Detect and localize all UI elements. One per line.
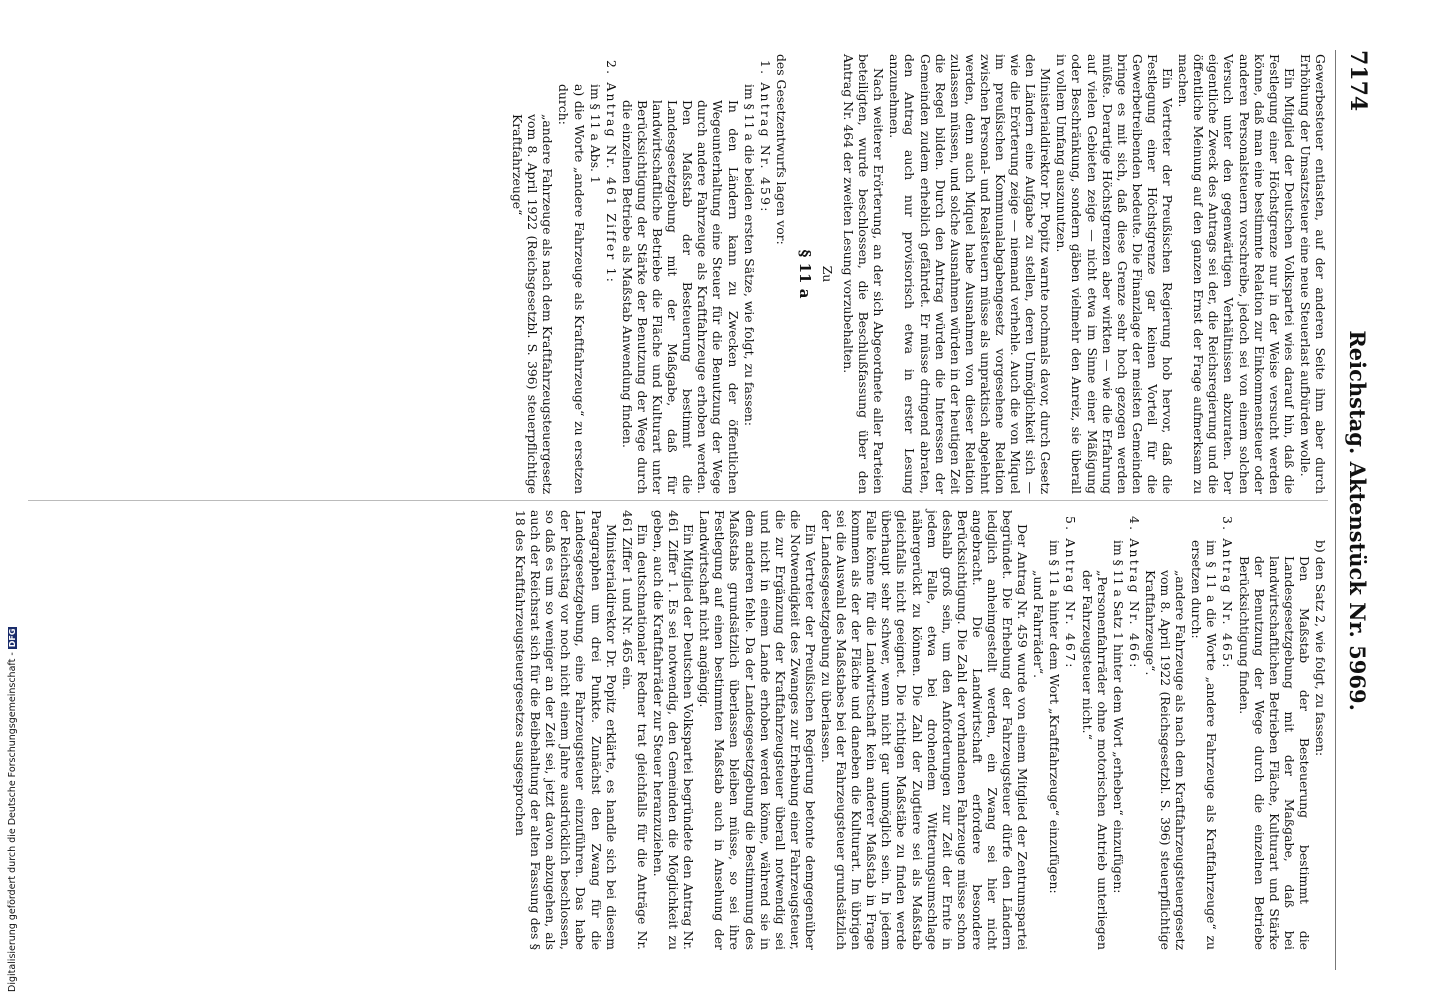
motion-quote: „andere Fahrzeuge als nach dem Kraftfahrzeugsteuergesetz vom 8. April 1922 (Reichsgesetzbl. S. 396) steuerpflichtige Kraftfahrzeuge“ (510, 114, 556, 494)
section-intro: des Gesetzentwurfs lagen vor: (773, 54, 789, 245)
motion-quote: „andere Fahrzeuge als nach dem Kraftfahrzeugsteuergesetz vom 8. April 1922 (Reichsgesetzbl. S. 396) steuerpflichtige Kraftfahrzeuge“. (1142, 570, 1189, 950)
section-heading: § 11 a (795, 249, 814, 299)
paragraph: Gewerbesteuer entlasten, auf der anderen Seite ihm aber durch Erhöhung der Umsatzsteuer eine neue Steuerlast aufbürden wolle. (1297, 54, 1328, 494)
paragraph: Ein Mitglied der Deutschen Volkspartei wies darauf hin, daß die Festlegung einer Höchstgrenze nur in der Weise versucht werden könne, daß man eine bestimmte Relation zur Einkommensteuer oder anderen Personalsteuern vorschreibe, jedoch sei von einem solchen Versuch unter den gegenwärtigen Verhältnissen abzuraten. Der eigentliche Zweck des Antrags sei der, die Reichsregierung und die öffentliche Meinung auf den ganzen Ernst der Frage aufmerksam zu machen. (1176, 54, 1297, 494)
paragraph: Ein Vertreter der Preußischen Regierung hob hervor, daß die Festlegung einer Höchstgrenze gar keinen Vorteil für die Gewerbetreibenden bedeute. Die Finanzlage der meisten Gemeinden bringe es mit sich, daß diese Grenze sehr hoch gezogen werden müßte. Derartige Höchstgrenzen aber wirkten — wie die Erfahrung auf vielen Gebieten zeige — nicht etwa im Sinne einer Mäßigung oder Beschränkung, sondern gäben vielmehr den Anreiz, sie überall in vollem Umfang auszunutzen. (1054, 54, 1176, 494)
paragraph: Ein Mitglied der Deutschen Volkspartei begründete den Antrag Nr. 461 Ziffer 1. Es sei notwendig, den Gemeinden die Möglichkeit zu geben, auch die Kraftfahrräder zur Steuer heranzuziehen. (650, 510, 697, 950)
motion-text: im § 11 a Satz 1 hinter dem Wort „erheben“ einzufügen: (1110, 540, 1126, 894)
page-header (1336, 50, 1380, 970)
motion-label: 3. Antrag Nr. 465: (1220, 516, 1236, 670)
motion-quote: Den Maßstab der Besteuerung bestimmt die Landesgesetzgebung mit der Maßgabe, daß bei landwirtschaftlichen Betrieben Fläche, Kulturart und Stärke der Benutzung der Wege durch die einzelnen Betriebe Berücksichtigung finden. (1236, 556, 1312, 950)
motion-label: 2. Antrag Nr. 461 Ziffer 1: (603, 60, 619, 285)
motion-text: im § 11 a hinter dem Wort „Kraftfahrzeuge“ einzufügen: (1047, 540, 1063, 894)
motion-sub: b) den Satz 2, wie folgt, zu fassen: (1313, 540, 1328, 757)
motion-label: 1. Antrag Nr. 459: (757, 60, 773, 214)
right-column (512, 510, 1328, 950)
rotated-document (20, 0, 1380, 1000)
motion-text: im § 11 a Abs. 1 (587, 84, 603, 184)
page-number: 7174 (1345, 50, 1371, 112)
digitization-credit-strip: Digitalisierung gefördert durch die Deutsche Forschungsgemeinschaft -DFG (0, 0, 22, 1000)
motion-quote: „und Fahrräder“. (1031, 570, 1047, 679)
motion-text: im § 11 a die Worte „andere Fahrzeuge als Kraftfahrzeuge“ zu ersetzen durch: (1189, 540, 1220, 950)
left-column (509, 54, 1328, 494)
paragraph: Nach weiterer Erörterung, an der sich Abgeordnete aller Parteien beteiligten, wurde beschlossen, die Beschlußfassung über den Antrag Nr. 464 der zweiten Lesung vorzubehalten. (841, 54, 887, 494)
motion-label: 4. Antrag Nr. 466: (1126, 516, 1142, 670)
dfg-logo: DFG (8, 628, 17, 648)
motion-quote: In den Ländern kann zu Zwecken der öffentlichen Wegeunterhaltung eine Steuer für die Benutzung der Wege durch andere Fahrzeuge als Kraftfahrzeuge erhoben werden. Den Maßstab der Besteuerung bestimmt die Landesgesetzgebung mit der Maßgabe, daß für landwirtschaftliche Betriebe die Fläche und Kulturart unter Berücksichtigung der Stärke der Benutzung der Wege durch die einzelnen Betriebe als Maßstab Anwendung finden. (619, 100, 741, 494)
motion-text: im § 11 a die beiden ersten Sätze, wie folgt, zu fassen: (741, 84, 757, 427)
section-zu: Zu (820, 265, 835, 283)
motion-sub: a) die Worte „andere Fahrzeuge als Kraftfahrzeuge“ zu ersetzen durch: (556, 84, 587, 494)
motion-quote: „Personenfahrräder ohne motorischen Antrieb unterliegen der Fahrzeugsteuer nicht.“ (1079, 570, 1110, 950)
page-title: Reichstag. Aktenstück Nr. 5969. (1345, 330, 1371, 711)
header-rule (1335, 50, 1336, 970)
paragraph: Der Antrag Nr. 459 wurde von einem Mitglied der Zentrumspartei begründet. Die Erhebung der Fahrzeugsteuer dürfe den Ländern lediglich anheimgestellt werden, ein Zwang sei hier nicht angebracht. Die Landwirtschaft erfordere besondere Berücksichtigung. Die Zahl der vorhandenen Fahrzeuge müsse schon deshalb groß sein, um den Anforderungen zur Zeit der Ernte in jedem Falle, etwa bei drohendem Witterungsumschlage nähergerückt zu können. Die Zahl der Zugtiere sei als Maßstab gleichfalls nicht geeignet. Die richtigen Maßstäbe zu finden werde überhaupt sehr schwer, wenn nicht gar unmöglich sein. In jedem Falle könne für die Landwirtschaft kein anderer Maßstab in Frage kommen als der der Fläche und daneben die Kulturart. Im übrigen sei die Auswahl des Maßstabes bei der Fahrzeugsteuer grundsätzlich der Landesgesetzgebung zu überlassen. (819, 510, 1031, 950)
paragraph: Ein Vertreter der Preußischen Regierung betonte demgegenüber die Notwendigkeit des Zwanges zur Erhebung einer Fahrzeugsteuer, die zur Ergänzung der Kraftfahrzeugsteuer überall notwendig sei und nicht in einem Lande erhoben werden könne, während sie in dem anderen fehle. Da der Landesgesetzgebung die Bestimmung des Maßstabs grundsätzlich überlassen bleiben müsse, so sei ihre Festlegung auf einen bestimmten Maßstab auch in Ansehung der Landwirtschaft nicht angängig. (697, 510, 818, 950)
paragraph: Ministerialdirektor Dr. Popitz erklärte, es handle sich bei diesem Paragraphen um drei Punkte. Zunächst den Zwang für die Landesgesetzgebung, eine Fahrzeugsteuer einzuführen. Das habe der Reichstag vor noch nicht einem Jahre ausdrücklich beschlossen, so daß es um so weniger an der Zeit sei, jetzt davon abzugehen, als auch der Reichsrat sich für die Beibehaltung der alten Fassung des § 18 des Kraftfahrzeugsteuergesetzes ausgesprochen (513, 510, 619, 950)
paragraph: Ein deutschnationaler Redner trat gleichfalls für die Anträge Nr. 461 Ziffer 1 und Nr. 465 ein. (619, 510, 650, 950)
paragraph: Ministerialdirektor Dr. Popitz warnte nochmals davor, durch Gesetz den Ländern eine Aufgabe zu stellen, deren Unmöglichkeit sich — wie die Erörterung zeige — niemand verhehle. Auch die von Miquel im preußischen Kommunalabgabengesetz vorgesehene Relation zwischen Personal- und Realsteuern müsse als unpraktisch abgelehnt werden, denn auch Miquel habe Ausnahmen von dieser Relation zulassen müssen, und solche Ausnahmen würden in der heutigen Zeit die Regel bilden. Durch den Antrag würden die Interessen der Gemeinden zudem erheblich gefährdet. Er müsse dringend abraten, den Antrag auch nur provisorisch etwa in erster Lesung anzunehmen. (887, 54, 1054, 494)
column-separator (28, 500, 1328, 501)
motion-label: 5. Antrag Nr. 467: (1063, 516, 1079, 670)
